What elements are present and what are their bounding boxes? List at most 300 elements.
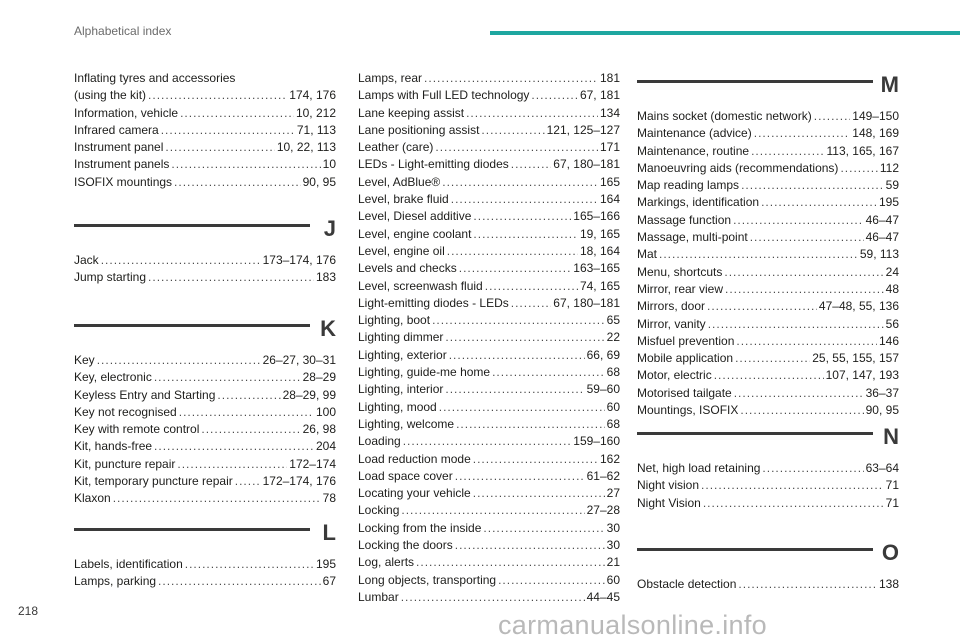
dot-leader: [201, 421, 300, 438]
entry-page-refs: 24: [885, 264, 899, 279]
entry-page-refs: 113, 165, 167: [826, 143, 899, 158]
index-section-o: [637, 542, 899, 593]
entry-page-refs: 100: [315, 404, 336, 419]
entry-term: Locking from the inside: [358, 520, 482, 535]
index-entry: [74, 87, 336, 104]
index-entry: [74, 139, 336, 156]
entry-page-refs: 66, 69: [586, 347, 620, 362]
entry-term: Massage function: [637, 212, 732, 227]
entry-term: Lighting dimmer: [358, 330, 444, 345]
entry-page-refs: 71, 113: [296, 122, 336, 137]
dot-leader: [154, 438, 314, 455]
entry-term: Leather (care): [358, 140, 434, 155]
entry-page-refs: 65: [606, 313, 620, 328]
entry-page-refs: 195: [878, 195, 899, 210]
dot-leader: [442, 174, 598, 191]
entry-term: Net, high load retaining: [637, 461, 761, 475]
page-header-title: Alphabetical index: [74, 24, 172, 38]
section-heading: [637, 74, 899, 108]
entry-page-refs: 21: [606, 555, 620, 570]
dot-leader: [473, 451, 598, 468]
entry-term: Infrared camera: [74, 122, 159, 137]
entry-page-refs: 61–62: [586, 468, 620, 483]
dot-leader: [814, 108, 851, 125]
entry-page-refs: 10, 22, 113: [276, 140, 336, 155]
index-entry-list: [74, 352, 336, 508]
entry-term: Inflating tyres and accessories: [74, 71, 236, 85]
dot-leader: [424, 70, 598, 87]
section-divider: [637, 432, 873, 435]
entry-page-refs: 165: [599, 174, 620, 189]
dot-leader: [456, 416, 605, 433]
dot-leader: [473, 226, 578, 243]
dot-leader: [511, 295, 552, 312]
entry-page-refs: 44–45: [586, 589, 620, 604]
entry-term: Motorised tailgate: [637, 385, 732, 400]
entry-page-refs: 10: [322, 157, 336, 172]
index-entry: [637, 177, 899, 194]
dot-leader: [439, 399, 605, 416]
entry-term: Level, AdBlue®: [358, 174, 441, 189]
entry-page-refs: 67, 180–181: [553, 295, 620, 310]
entry-term: Lane keeping assist: [358, 105, 465, 120]
entry-page-refs: 25, 55, 155, 157: [812, 351, 899, 366]
dot-leader: [761, 194, 877, 211]
index-entry: [637, 385, 899, 402]
index-entry: [358, 122, 620, 139]
section-divider: [74, 528, 310, 531]
entry-term: Information, vehicle: [74, 105, 179, 120]
entry-page-refs: 107, 147, 193: [825, 368, 899, 383]
dot-leader: [401, 502, 584, 519]
entry-term: Jump starting: [74, 270, 147, 285]
entry-page-refs: 63–64: [865, 461, 899, 475]
entry-term: Kit, temporary puncture repair: [74, 474, 233, 489]
index-entry-list: [74, 556, 336, 591]
index-entry: [358, 572, 620, 589]
entry-page-refs: 30: [606, 538, 620, 553]
dot-leader: [432, 312, 605, 329]
entry-page-refs: 59–60: [586, 382, 620, 397]
dot-leader: [185, 556, 314, 573]
dot-leader: [708, 316, 884, 333]
entry-term: Mains socket (domestic network): [637, 109, 812, 123]
entry-page-refs: 181: [599, 71, 620, 85]
entry-term: Locking the doors: [358, 538, 453, 553]
entry-page-refs: 171: [599, 140, 620, 155]
index-entry: [637, 143, 899, 160]
dot-leader: [740, 402, 863, 419]
index-entry: [74, 421, 336, 438]
header-accent-bar: [490, 31, 960, 35]
dot-leader: [113, 490, 321, 507]
index-entry: [358, 260, 620, 277]
index-entry: [74, 369, 336, 386]
entry-term: Map reading lamps: [637, 178, 740, 193]
entry-page-refs: 68: [606, 365, 620, 380]
dot-leader: [416, 554, 605, 571]
section-heading: [637, 542, 899, 576]
entry-page-refs: 27–28: [586, 503, 620, 518]
index-entry: [358, 347, 620, 364]
entry-term: Load space cover: [358, 468, 453, 483]
dot-leader: [762, 460, 863, 477]
index-entry: [358, 243, 620, 260]
dot-leader: [840, 160, 877, 177]
index-entry: [358, 312, 620, 329]
entry-page-refs: 173–174, 176: [262, 253, 336, 267]
dot-leader: [179, 404, 314, 421]
index-entry: [637, 108, 899, 125]
dot-leader: [455, 468, 585, 485]
dot-leader: [751, 143, 824, 160]
entry-term: Loading: [358, 434, 401, 449]
dot-leader: [97, 352, 261, 369]
entry-page-refs: 36–37: [865, 385, 899, 400]
index-entry: [358, 87, 620, 104]
entry-term: Lamps with Full LED technology: [358, 88, 530, 103]
entry-page-refs: 163–165: [573, 261, 620, 276]
entry-page-refs: 67: [322, 574, 336, 589]
dot-leader: [401, 589, 585, 606]
entry-page-refs: 172–174, 176: [262, 474, 336, 489]
entry-term: Level, screenwash fluid: [358, 278, 483, 293]
entry-page-refs: 47–48, 55, 136: [818, 299, 899, 314]
dot-leader: [750, 229, 864, 246]
dot-leader: [707, 298, 817, 315]
entry-term: Labels, identification: [74, 557, 183, 571]
index-entry: [358, 554, 620, 571]
entry-page-refs: 18, 164: [579, 243, 620, 258]
dot-leader: [435, 139, 598, 156]
entry-page-refs: 121, 125–127: [546, 122, 620, 137]
entry-term: Mirror, rear view: [637, 281, 724, 296]
dot-leader: [171, 156, 320, 173]
dot-leader: [492, 364, 605, 381]
index-entry: [74, 105, 336, 122]
entry-term: Kit, hands-free: [74, 439, 153, 454]
index-entry: [358, 451, 620, 468]
entry-term: Lighting, exterior: [358, 347, 447, 362]
dot-leader: [659, 246, 858, 263]
entry-page-refs: 19, 165: [579, 226, 620, 241]
index-entry: [74, 122, 336, 139]
entry-page-refs: 56: [885, 316, 899, 331]
index-block-i: [74, 70, 336, 191]
entry-term: Lighting, boot: [358, 313, 431, 328]
index-section-k: [74, 318, 336, 508]
entry-page-refs: 134: [599, 105, 620, 120]
index-entry: [637, 264, 899, 281]
index-entry: [637, 298, 899, 315]
dot-leader: [217, 387, 280, 404]
entry-term: Instrument panels: [74, 157, 170, 172]
index-entry: [358, 278, 620, 295]
entry-term: Lumbar: [358, 589, 399, 604]
page-number: 218: [18, 604, 39, 618]
section-heading: [74, 218, 336, 252]
dot-leader: [165, 139, 274, 156]
index-entry-list: [358, 70, 620, 606]
entry-term: Load reduction mode: [358, 451, 471, 466]
section-letter: N: [883, 424, 899, 449]
index-entry: [637, 402, 899, 419]
footer-watermark: carmanualsonline.info: [498, 610, 767, 640]
index-entry: [74, 438, 336, 455]
entry-page-refs: 183: [315, 270, 336, 285]
index-entry-list: [637, 576, 899, 593]
entry-term: Night Vision: [637, 495, 701, 510]
index-entry: [358, 105, 620, 122]
index-entry: [637, 281, 899, 298]
index-entry-list: [637, 108, 899, 419]
entry-term: Menu, shortcuts: [637, 264, 723, 279]
entry-term: Night vision: [637, 478, 700, 493]
entry-term: Levels and checks: [358, 261, 457, 276]
index-entry: [74, 269, 336, 286]
dot-leader: [447, 243, 578, 260]
entry-term: Mobile application: [637, 351, 734, 366]
index-entry-list: [74, 70, 336, 191]
entry-page-refs: 59: [885, 178, 899, 193]
index-entry: [358, 502, 620, 519]
section-heading: [74, 522, 336, 556]
index-entry: [358, 537, 620, 554]
dot-leader: [724, 264, 883, 281]
dot-leader: [473, 485, 605, 502]
entry-page-refs: 59, 113: [859, 247, 899, 262]
index-entry: [358, 156, 620, 173]
dot-leader: [101, 252, 261, 269]
index-entry-list: [637, 460, 899, 512]
index-entry: [74, 556, 336, 573]
entry-page-refs: 172–174: [289, 456, 336, 471]
index-entry: [637, 160, 899, 177]
entry-term: Locating your vehicle: [358, 486, 471, 501]
index-section-j: [74, 218, 336, 287]
entry-term: Maintenance (advice): [637, 126, 752, 141]
entry-page-refs: 30: [606, 520, 620, 535]
entry-term: Level, Diesel additive: [358, 209, 472, 224]
dot-leader: [735, 350, 810, 367]
entry-term: Manoeuvring aids (recommendations): [637, 160, 839, 175]
dot-leader: [738, 576, 877, 593]
index-entry: [637, 212, 899, 229]
entry-term: Key: [74, 353, 95, 367]
section-divider: [74, 224, 310, 227]
entry-term: Key with remote control: [74, 422, 200, 437]
dot-leader: [177, 456, 287, 473]
dot-leader: [511, 156, 552, 173]
section-divider: [637, 80, 873, 83]
section-divider: [637, 548, 873, 551]
entry-page-refs: 90, 95: [865, 403, 899, 418]
index-entry: [358, 485, 620, 502]
entry-page-refs: 164: [599, 192, 620, 207]
entry-term: Lamps, rear: [358, 71, 423, 85]
entry-term: Lighting, mood: [358, 399, 437, 414]
index-entry: [637, 477, 899, 494]
index-entry: [74, 404, 336, 421]
index-entry: [74, 70, 336, 87]
entry-term: ISOFIX mountings: [74, 174, 173, 189]
index-entry: [637, 333, 899, 350]
entry-term: LEDs - Light-emitting diodes: [358, 157, 509, 172]
index-entry: [637, 576, 899, 593]
section-letter: O: [881, 540, 899, 565]
entry-page-refs: 10, 212: [295, 105, 336, 120]
entry-page-refs: 26, 98: [302, 422, 336, 437]
index-entry: [358, 174, 620, 191]
entry-term: Mountings, ISOFIX: [637, 403, 739, 418]
entry-page-refs: 67, 180–181: [553, 157, 620, 172]
dot-leader: [174, 174, 301, 191]
index-entry: [358, 191, 620, 208]
index-entry: [74, 387, 336, 404]
entry-page-refs: 28–29: [302, 370, 336, 385]
dot-leader: [483, 520, 604, 537]
section-heading: [637, 426, 899, 460]
dot-leader: [741, 177, 884, 194]
index-entry-list: [74, 252, 336, 287]
entry-page-refs: 204: [315, 439, 336, 454]
entry-page-refs: 112: [879, 160, 899, 175]
index-entry: [358, 399, 620, 416]
dot-leader: [531, 87, 578, 104]
entry-page-refs: 67, 181: [579, 88, 620, 103]
dot-leader: [481, 122, 544, 139]
entry-term: Maintenance, routine: [637, 143, 750, 158]
index-block-l-continued: [358, 70, 620, 606]
entry-term: Level, engine coolant: [358, 226, 472, 241]
entry-term: Mirrors, door: [637, 299, 706, 314]
entry-term: Log, alerts: [358, 555, 415, 570]
entry-page-refs: 68: [606, 416, 620, 431]
entry-term: Lane positioning assist: [358, 122, 480, 137]
dot-leader: [473, 208, 571, 225]
dot-leader: [180, 105, 294, 122]
entry-page-refs: 74, 165: [579, 278, 620, 293]
dot-leader: [449, 347, 585, 364]
entry-page-refs: 165–166: [573, 209, 620, 224]
index-entry: [358, 589, 620, 606]
dot-leader: [754, 125, 851, 142]
dot-leader: [734, 385, 864, 402]
dot-leader: [736, 333, 877, 350]
entry-page-refs: 26–27, 30–31: [262, 353, 336, 367]
dot-leader: [158, 573, 321, 590]
index-entry: [358, 226, 620, 243]
entry-page-refs: 46–47: [865, 230, 899, 245]
entry-term: Light-emitting diodes - LEDs: [358, 295, 509, 310]
entry-page-refs: 149–150: [852, 109, 899, 123]
index-entry: [358, 70, 620, 87]
entry-term: Lighting, interior: [358, 382, 444, 397]
entry-term: (using the kit): [74, 88, 147, 103]
entry-page-refs: 90, 95: [302, 174, 336, 189]
entry-term: Level, engine oil: [358, 243, 445, 258]
index-entry: [637, 350, 899, 367]
dot-leader: [451, 191, 598, 208]
entry-term: Jack: [74, 253, 99, 267]
index-entry: [637, 125, 899, 142]
entry-term: Misfuel prevention: [637, 333, 735, 348]
index-entry: [358, 139, 620, 156]
dot-leader: [148, 269, 314, 286]
entry-page-refs: 48: [885, 281, 899, 296]
index-entry: [637, 316, 899, 333]
index-entry: [74, 473, 336, 490]
index-entry: [74, 252, 336, 269]
index-entry: [637, 495, 899, 512]
entry-page-refs: 148, 169: [852, 126, 899, 141]
dot-leader: [703, 495, 884, 512]
index-entry: [74, 456, 336, 473]
entry-page-refs: 28–29, 99: [282, 387, 336, 402]
entry-page-refs: 60: [606, 572, 620, 587]
section-letter: M: [880, 72, 899, 97]
index-entry: [74, 573, 336, 590]
section-heading: [74, 318, 336, 352]
index-entry: [358, 364, 620, 381]
index-section-n: [637, 426, 899, 512]
dot-leader: [485, 278, 578, 295]
entry-page-refs: 46–47: [865, 212, 899, 227]
entry-term: Lighting, welcome: [358, 416, 455, 431]
index-entry: [358, 468, 620, 485]
entry-page-refs: 78: [322, 491, 336, 506]
entry-term: Key, electronic: [74, 370, 152, 385]
entry-term: Level, brake fluid: [358, 192, 449, 207]
dot-leader: [154, 369, 301, 386]
index-section-l: [74, 522, 336, 591]
index-section-m: [637, 74, 899, 419]
entry-page-refs: 159–160: [573, 434, 620, 449]
entry-term: Lamps, parking: [74, 574, 157, 589]
index-entry: [74, 174, 336, 191]
section-letter: K: [320, 316, 336, 341]
dot-leader: [725, 281, 884, 298]
entry-page-refs: 195: [315, 557, 336, 571]
index-entry: [637, 246, 899, 263]
index-entry: [637, 229, 899, 246]
entry-term: Lighting, guide-me home: [358, 365, 491, 380]
entry-page-refs: 71: [885, 495, 899, 510]
entry-term: Mat: [637, 247, 658, 262]
dot-leader: [498, 572, 605, 589]
entry-page-refs: 174, 176: [289, 88, 336, 103]
entry-page-refs: 22: [606, 330, 620, 345]
index-entry: [637, 460, 899, 477]
dot-leader: [733, 212, 864, 229]
dot-leader: [459, 260, 572, 277]
section-divider: [74, 324, 310, 327]
index-entry: [358, 416, 620, 433]
dot-leader: [701, 477, 884, 494]
entry-page-refs: 138: [878, 577, 899, 591]
entry-page-refs: 60: [606, 399, 620, 414]
section-letter: L: [322, 520, 336, 545]
entry-term: Locking: [358, 503, 400, 518]
dot-leader: [445, 329, 604, 346]
entry-page-refs: 162: [599, 451, 620, 466]
entry-page-refs: 71: [885, 478, 899, 493]
entry-term: Massage, multi-point: [637, 230, 748, 245]
entry-term: Markings, identification: [637, 195, 760, 210]
entry-term: Motor, electric: [637, 368, 712, 383]
dot-leader: [714, 367, 824, 384]
entry-term: Key not recognised: [74, 404, 177, 419]
